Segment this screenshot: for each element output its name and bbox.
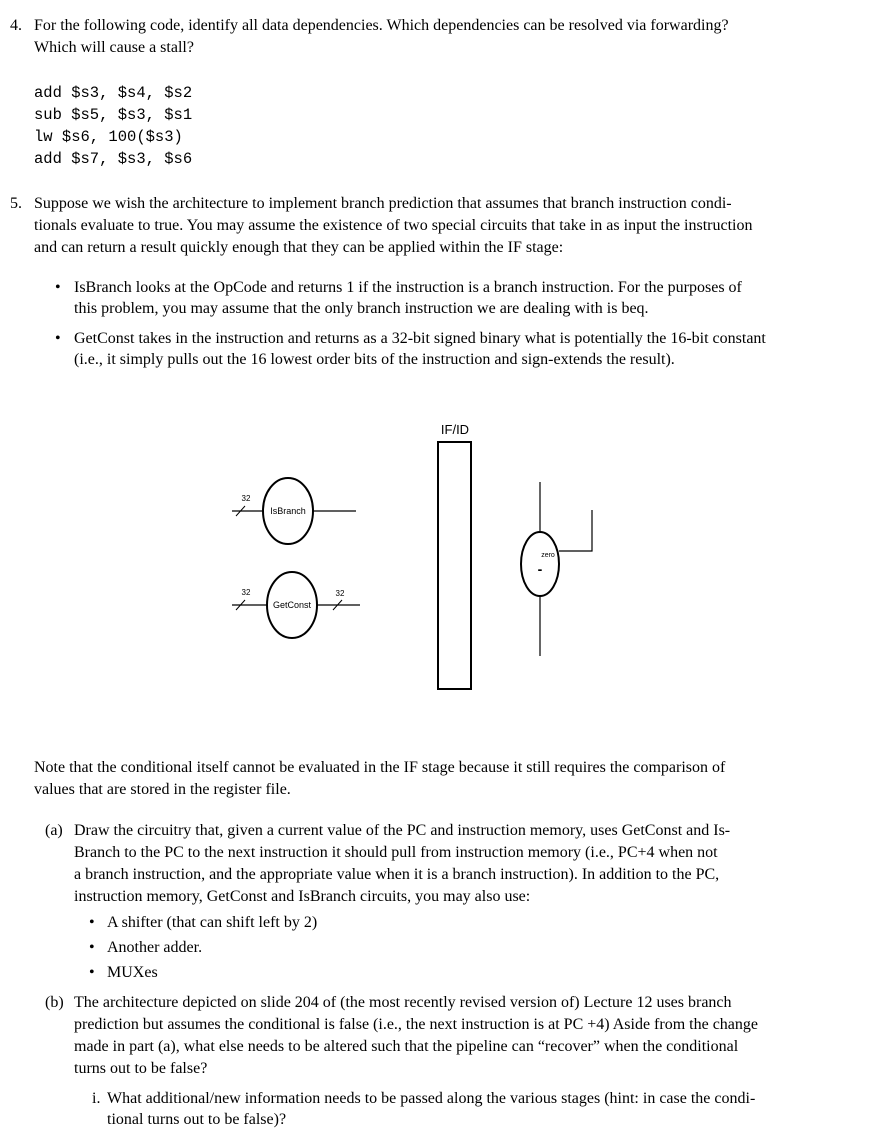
part-a-line-2: Branch to the PC to the next instruction it should pull from instruction memory (i.e., PC+4 when not: [74, 844, 718, 861]
ifid-register: [438, 442, 471, 689]
q5-line-2: tionals evaluate to true. You may assume the existence of two special circuits that take in as input the instruction: [34, 217, 753, 234]
part-a-bullet-muxes: MUXes: [107, 964, 158, 981]
code-line: add $s3, $s4, $s2: [34, 84, 193, 102]
bullet-icon: •: [55, 330, 61, 347]
getconst-in-width-label: 32: [241, 588, 251, 597]
code-line: sub $s5, $s3, $s1: [34, 106, 193, 124]
part-a-label: (a): [45, 822, 63, 839]
getconst-desc-line-1: GetConst takes in the instruction and returns as a 32-bit signed binary what is potentially the 16-bit constant: [74, 330, 766, 347]
ifid-label: IF/ID: [440, 422, 470, 437]
part-a-bullet-shifter: A shifter (that can shift left by 2): [107, 914, 318, 931]
bullet-icon: •: [89, 914, 95, 931]
q5-number: 5.: [10, 195, 22, 212]
isbranch-desc-line-2: this problem, you may assume that the only branch instruction we are dealing with is beq.: [74, 300, 649, 317]
pipeline-diagram: [0, 400, 884, 710]
part-b-i-label: i.: [92, 1090, 101, 1107]
isbranch-label: IsBranch: [270, 506, 306, 516]
q4-line-2: Which will cause a stall?: [34, 39, 194, 56]
part-a-line-4: instruction memory, GetConst and IsBranch circuits, you may also use:: [74, 888, 531, 905]
alu-zero-label: zero: [541, 552, 555, 559]
part-b-i-line-2: tional turns out to be false)?: [107, 1111, 287, 1128]
getconst-out-width-label: 32: [335, 589, 345, 598]
isbranch-desc-line-1: IsBranch looks at the OpCode and returns 1 if the instruction is a branch instruction. For the purposes of: [74, 279, 742, 296]
part-b-line-1: The architecture depicted on slide 204 of (the most recently revised version of) Lecture 12 uses branch: [74, 994, 732, 1011]
part-b-line-3: made in part (a), what else needs to be altered such that the pipeline can “recover” when the conditional: [74, 1038, 739, 1055]
q4-line-1: For the following code, identify all data dependencies. Which dependencies can be resolved via forwarding?: [34, 17, 729, 34]
alu-op-label: -: [537, 561, 543, 577]
q5-line-3: and can return a result quickly enough that they can be applied within the IF stage:: [34, 239, 564, 256]
alu-zero-output-wire: [559, 510, 592, 551]
part-a-line-1: Draw the circuitry that, given a current value of the PC and instruction memory, uses GetConst and Is-: [74, 822, 731, 839]
bullet-icon: •: [55, 279, 61, 296]
getconst-label: GetConst: [272, 600, 312, 610]
bullet-icon: •: [89, 964, 95, 981]
part-b-line-4: turns out to be false?: [74, 1060, 208, 1077]
note-line-1: Note that the conditional itself cannot be evaluated in the IF stage because it still requires the comparison of: [34, 759, 726, 776]
part-b-i-line-1: What additional/new information needs to be passed along the various stages (hint: in case the condi-: [107, 1090, 756, 1107]
note-line-2: values that are stored in the register file.: [34, 781, 291, 798]
bullet-icon: •: [89, 939, 95, 956]
part-a-bullet-adder: Another adder.: [107, 939, 203, 956]
getconst-desc-line-2: (i.e., it simply pulls out the 16 lowest order bits of the instruction and sign-extends the result).: [74, 351, 675, 368]
part-a-line-3: a branch instruction, and the appropriate value when it is a branch instruction). In addition to the PC,: [74, 866, 720, 883]
part-b-label: (b): [45, 994, 64, 1011]
code-line: add $s7, $s3, $s6: [34, 150, 193, 168]
isbranch-width-label: 32: [241, 494, 251, 503]
code-line: lw $s6, 100($s3): [34, 128, 183, 146]
q5-line-1: Suppose we wish the architecture to implement branch prediction that assumes that branch instruction condi-: [34, 195, 732, 212]
q4-number: 4.: [10, 17, 22, 34]
part-b-line-2: prediction but assumes the conditional is false (i.e., the next instruction is at PC +4) Aside from the change: [74, 1016, 758, 1033]
